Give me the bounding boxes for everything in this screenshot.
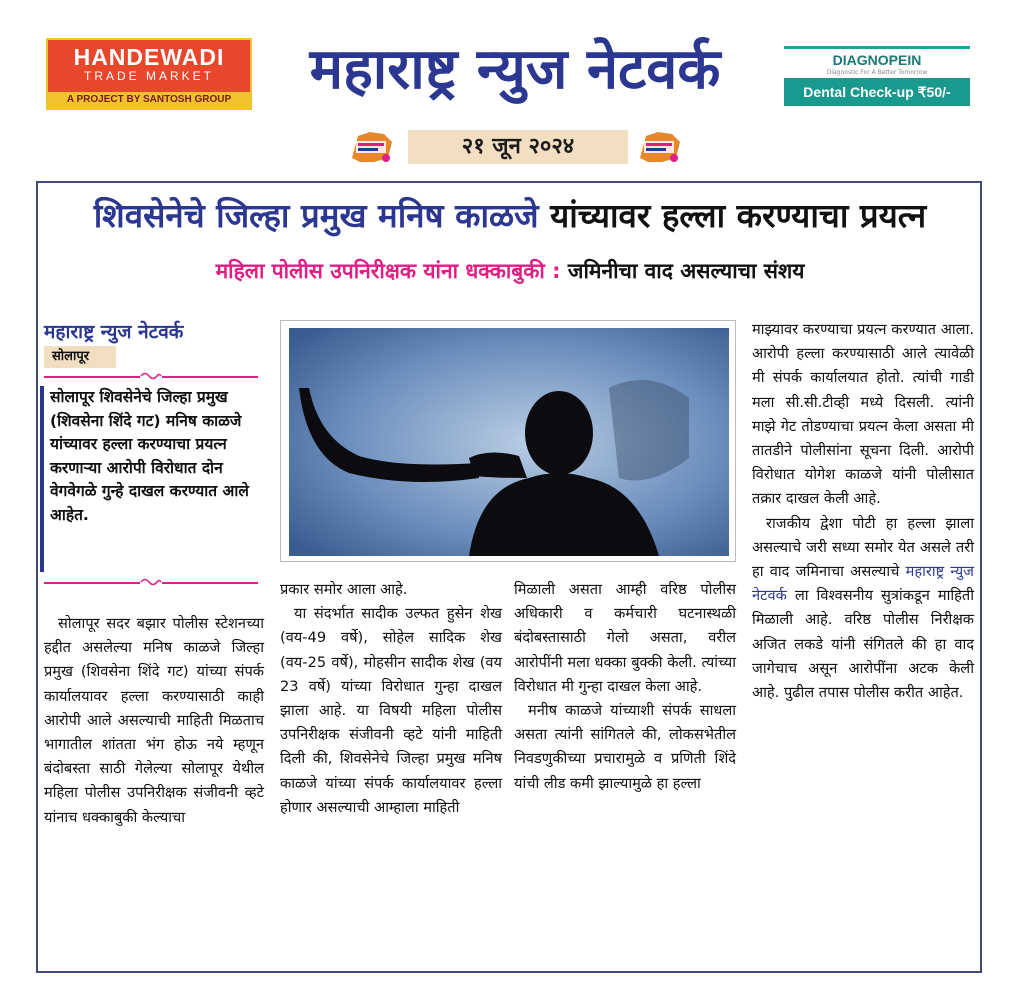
divider-ornament-icon [140, 371, 162, 381]
diagnopein-ad[interactable] [784, 46, 970, 108]
maharashtra-news-logo-icon [348, 128, 396, 166]
ad-right-tagline: Diagnostic For A Better Tomorrow [826, 69, 928, 76]
col4-text-b: ला विश्वसनीय सुत्रांकडून माहिती मिळाली आहे. वरिष्ठ पोलीस निरीक्षक अजित लकडे यांनी संगितले की हा वाद जागेचाच असून आरोपींना अटक केली आहे. पुढील तपास पोलीस करीत आहेत. [752, 587, 974, 702]
ad-right-offer: Dental Check-up ₹50/- [784, 78, 970, 106]
col4-highlight: महाराष्ट्र न्युज नेटवर्क [752, 563, 974, 605]
headline-part2: यांच्यावर हल्ला करण्याचा प्रयत्न [550, 196, 927, 235]
article-subhead [42, 254, 978, 288]
shadow-figure-with-knife-image [289, 328, 729, 556]
article-column-1 [44, 612, 264, 830]
ad-left-line1: HANDEWADI [73, 44, 225, 70]
article-headline [42, 192, 978, 240]
maharashtra-news-logo-icon [636, 128, 684, 166]
col3-paragraph-1: मिळाली असता आम्ही वरिष्ठ पोलीस अधिकारी व कर्मचारी घटनास्थळी बंदोबस्तासाठी गेलो असता, वरील आरोपींनी मला धक्का बुक्की केली. त्यांच्या विरोधात मी गुन्हा दाखल केला आहे. [514, 581, 736, 695]
divider-line [162, 376, 258, 378]
subhead-part2: जमिनीचा वाद असल्याचा संशय [567, 259, 805, 283]
article-photo [280, 320, 736, 562]
ad-left-line3: A PROJECT BY SANTOSH GROUP [48, 92, 250, 108]
ad-right-topline [784, 46, 970, 49]
ad-right-brand: DIAGNOPEIN [832, 52, 922, 68]
ad-left-line2: TRADE MARKET [83, 69, 214, 83]
subhead-part1: महिला पोलीस उपनिरीक्षक यांना धक्काबुकी : [215, 259, 561, 283]
masthead-title: महाराष्ट्र न्युज नेटवर्क [309, 37, 721, 102]
byline: महाराष्ट्र न्युज नेटवर्क [44, 321, 184, 343]
dateline-place: सोलापूर [44, 346, 116, 368]
handewadi-ad[interactable] [46, 38, 252, 110]
article-column-3 [514, 578, 736, 796]
intro-summary: सोलापूर शिवसेनेचे जिल्हा प्रमुख (शिवसेना शिंदे गट) मनिष काळजे यांच्यावर हल्ला करण्याचा प्रयत्न करणाऱ्या आरोपी विरोधात दोन वेगवेगळे गुन्हे दाखल करण्यात आले आहेत. [40, 386, 262, 572]
divider-line [162, 582, 258, 584]
col2-paragraph-2: या संदर्भात सादीक उल्फत हुसेन शेख (वय-49 वर्षे), सोहेल सादिक शेख (वय-25 वर्षे), मोहसीन सादीक शेख (वय 23 वर्षे) यांच्या विरोधात गुन्हा दाखल झाला आहे. या विषयी महिला पोलीस उपनिरीक्षक संजीवनी व्हटे यांनी माहिती दिली की, शिवसेनेचे जिल्हा प्रमुख मनिष काळजे यांच्या संपर्क कार्यालयावर हल्ला होणार असल्याची आम्हाला माहिती [280, 605, 502, 816]
divider-line [44, 582, 140, 584]
col4-text-a: राजकीय द्वेशा पोटी हा हल्ला झाला असल्याचे जरी सध्या समोर येत असले तरी हा वाद जमिनाचा असल्याचे [752, 514, 974, 581]
col4-paragraph-2 [752, 512, 974, 706]
col3-paragraph-2: मनीष काळजे यांच्याशी संपर्क साधला असता त्यांनी सांगितले की, लोकसभेतील निवडणुकीच्या प्रचारामुळे व प्रणिती शिंदे यांची लीड कमी झाल्यामुळे हा हल्ला [514, 702, 736, 792]
divider-ornament-icon [140, 577, 162, 587]
col1-paragraph: सोलापूर सदर बझार पोलीस स्टेशनच्या हद्दीत असलेल्या मनिष काळजे जिल्हा प्रमुख (शिवसेना शिंदे गट) यांच्या संपर्क कार्यालयावर हल्ला करण्यासाठी काही आरोपी आले असल्याची माहिती मिळताच भागातील शांतता भंग होऊ नये म्हणून बंदोबस्ता साठी गेलेल्या सोलापूर येथील महिला पोलीस उपनिरीक्षक संजीवनी व्हटे यांनाच धक्काबुकी केल्याचा [44, 615, 264, 826]
col4-paragraph-1: माझ्यावर करण्याचा प्रयत्न करण्यात आला. आरोपी हल्ला करण्यासाठी आले त्यावेळी मी संपर्क कार्यालयात होतो. त्यांची गाडी मला सी.सी.टीव्ही मध्ये दिसली. त्यांनी माझे गेट तोडण्याचा प्रयत्न केला असता मी तातडीने पोलीसांना सूचना दिली. आरोपी विरोधात योगेश काळजे यांनी पोलीसात तक्रार दाखल केली आहे. [752, 321, 974, 508]
headline-part1: शिवसेनेचे जिल्हा प्रमुख मनिष काळजे [93, 196, 539, 235]
divider-line [44, 376, 140, 378]
issue-date: २१ जून २०२४ [408, 130, 628, 164]
article-column-2 [280, 578, 502, 820]
article-column-4 [752, 318, 974, 705]
col2-paragraph-1: प्रकार समोर आला आहे. [280, 581, 408, 598]
